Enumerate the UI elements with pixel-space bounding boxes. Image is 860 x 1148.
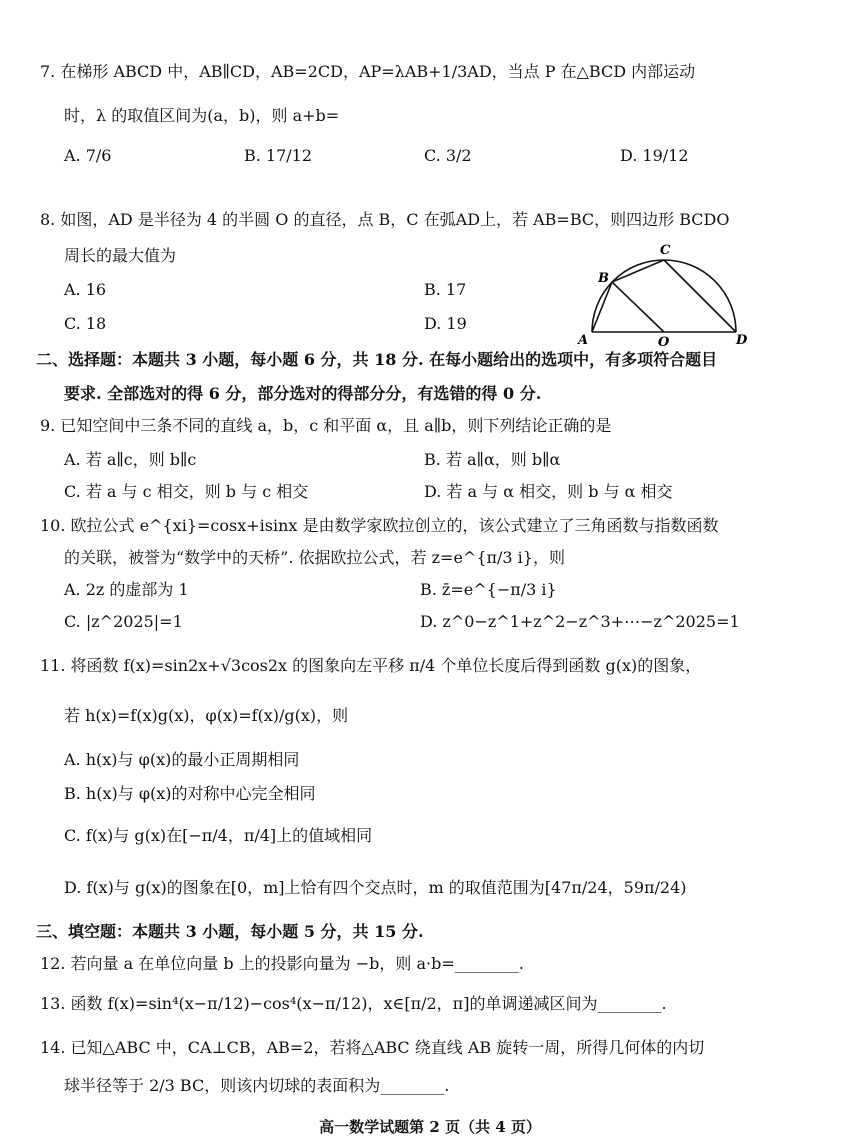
q14-stem-line2: 球半径等于 2/3 BC，则该内切球的表面积为________.: [64, 1076, 450, 1095]
label-c: C: [660, 243, 671, 258]
q7-stem-line1: 7. 在梯形 ABCD 中，AB∥CD，AB=2CD，AP=λAB+1/3AD，当点 P 在△BCD 内部运动: [40, 62, 696, 81]
q7-option-c: C. 3/2: [424, 146, 472, 165]
q8-option-b: B. 17: [424, 280, 467, 299]
q8-stem-line1: 8. 如图，AD 是半径为 4 的半圆 O 的直径，点 B，C 在弧AD上，若 AB=BC，则四边形 BCDO: [40, 210, 730, 229]
q7-option-d: D. 19/12: [620, 146, 689, 165]
q7-option-a: A. 7/6: [64, 146, 112, 165]
segment-bc: [612, 260, 664, 282]
q11-option-b: B. h(x)与 φ(x)的对称中心完全相同: [64, 784, 316, 803]
q7-option-b: B. 17/12: [244, 146, 313, 165]
q8-stem-line2: 周长的最大值为: [64, 246, 177, 265]
semicircle-arc: [592, 260, 736, 332]
label-d: D: [736, 333, 748, 348]
section2-line1: 二、选择题：本题共 3 小题，每小题 6 分，共 18 分. 在每小题给出的选项中，有多项符合题目: [36, 350, 718, 369]
section2-line2: 要求. 全部选对的得 6 分，部分选对的得部分分，有选错的得 0 分.: [64, 384, 542, 403]
q7-stem-line2: 时，λ 的取值区间为(a，b)，则 a+b=: [64, 106, 340, 125]
label-a: A: [578, 333, 589, 348]
q9-option-a: A. 若 a∥c，则 b∥c: [64, 450, 197, 469]
q10-option-b: B. z̄=e^{−π/3 i}: [420, 580, 557, 599]
q9-option-b: B. 若 a∥α，则 b∥α: [424, 450, 561, 469]
label-b: B: [598, 271, 609, 286]
segment-ab: [592, 282, 612, 332]
q8-option-d: D. 19: [424, 314, 467, 333]
section3-heading: 三、填空题：本题共 3 小题，每小题 5 分，共 15 分.: [36, 922, 424, 941]
q9-option-c: C. 若 a 与 c 相交，则 b 与 c 相交: [64, 482, 309, 501]
q11-option-a: A. h(x)与 φ(x)的最小正周期相同: [64, 750, 300, 769]
semicircle-figure: [570, 240, 750, 350]
segment-bo: [612, 282, 664, 332]
label-o: O: [658, 335, 670, 350]
q10-stem-line2: 的关联，被誉为“数学中的天桥”. 依据欧拉公式，若 z=e^{π/3 i}，则: [64, 548, 565, 567]
q11-stem-line2: 若 h(x)=f(x)g(x)，φ(x)=f(x)/g(x)，则: [64, 706, 349, 725]
q10-stem-line1: 10. 欧拉公式 e^{xi}=cosx+isinx 是由数学家欧拉创立的，该公式建立了三角函数与指数函数: [40, 516, 719, 535]
q13-stem: 13. 函数 f(x)=sin⁴(x−π/12)−cos⁴(x−π/12)，x∈[π/2，π]的单调递减区间为________.: [40, 994, 667, 1013]
q10-option-a: A. 2z 的虚部为 1: [64, 580, 189, 599]
q8-option-a: A. 16: [64, 280, 107, 299]
q11-stem-line1: 11. 将函数 f(x)=sin2x+√3cos2x 的图象向左平移 π/4 个单位长度后得到函数 g(x)的图象，: [40, 656, 702, 675]
q11-option-d: D. f(x)与 g(x)的图象在[0，m]上恰有四个交点时，m 的取值范围为[47π/24，59π/24): [64, 878, 687, 897]
q10-option-c: C. |z^2025|=1: [64, 612, 183, 631]
q14-stem-line1: 14. 已知△ABC 中，CA⊥CB，AB=2，若将△ABC 绕直线 AB 旋转一周，所得几何体的内切: [40, 1038, 705, 1057]
page-footer: 高一数学试题第 2 页（共 4 页）: [319, 1118, 541, 1136]
q9-stem: 9. 已知空间中三条不同的直线 a，b，c 和平面 α，且 a∥b，则下列结论正确的是: [40, 416, 612, 435]
q8-option-c: C. 18: [64, 314, 107, 333]
q10-option-d: D. z^0−z^1+z^2−z^3+⋯−z^2025=1: [420, 612, 740, 631]
q12-stem: 12. 若向量 a 在单位向量 b 上的投影向量为 −b，则 a·b=________.: [40, 954, 524, 973]
segment-cd: [664, 260, 736, 332]
q11-option-c: C. f(x)与 g(x)在[−π/4，π/4]上的值域相同: [64, 826, 373, 845]
q9-option-d: D. 若 a 与 α 相交，则 b 与 α 相交: [424, 482, 673, 501]
